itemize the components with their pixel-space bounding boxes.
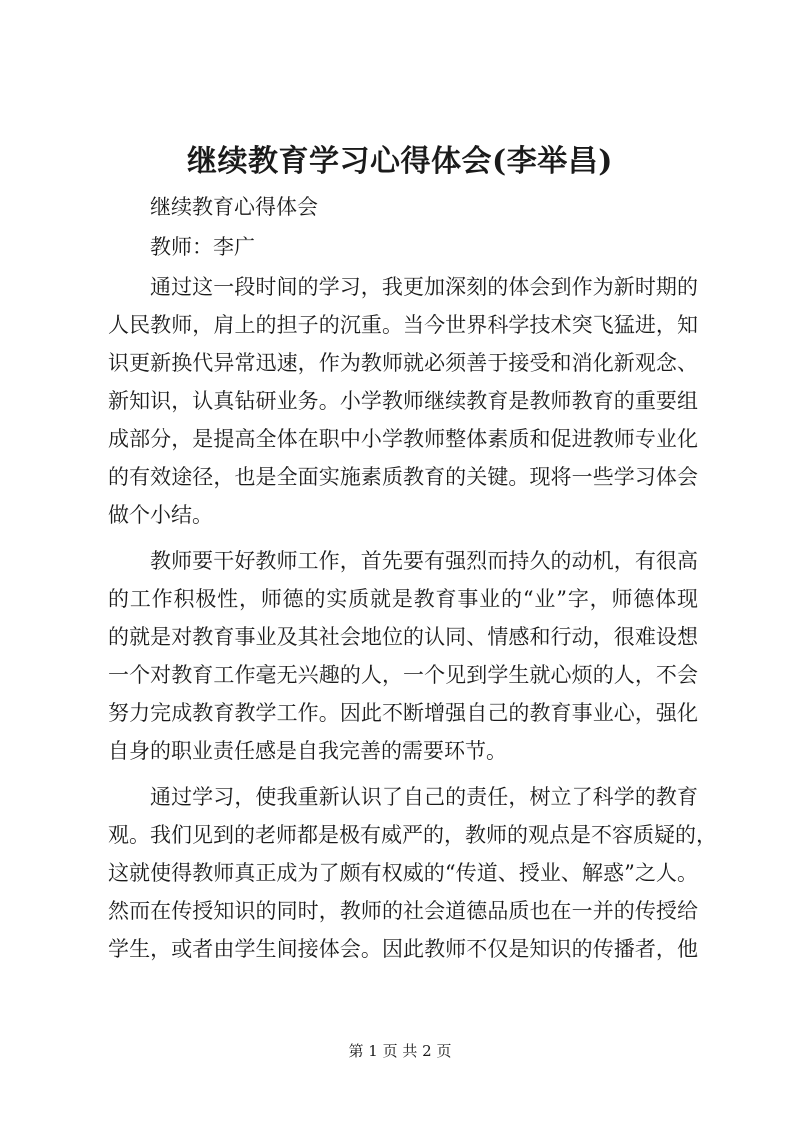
paragraph-line: 这就使得教师真正成为了颇有权威的“传道、授业、解惑”之人。 xyxy=(108,861,698,885)
paragraph-line: 的就是对教育事业及其社会地位的认同、情感和行动，很难设想 xyxy=(108,625,698,649)
page-footer: 第 1 页 共 2 页 xyxy=(348,1042,452,1060)
paragraph-line: 然而在传授知识的同时，教师的社会道德品质也在一并的传授给 xyxy=(108,899,698,923)
paragraph-line: 人民教师，肩上的担子的沉重。当今世界科学技术突飞猛进，知 xyxy=(108,313,698,337)
paragraph-line: 自身的职业责任感是自我完善的需要环节。 xyxy=(108,739,507,763)
document-title: 继续教育学习心得体会(李举昌) xyxy=(187,144,613,179)
paragraph-line: 通过这一段时间的学习，我更加深刻的体会到作为新时期的 xyxy=(150,275,698,299)
paragraph-line: 的工作积极性，师德的实质就是教育事业的“业”字，师德体现 xyxy=(108,587,698,611)
paragraph-line: 观。我们见到的老师都是极有威严的，教师的观点是不容质疑的， xyxy=(108,823,717,847)
paragraph-line: 努力完成教育教学工作。因此不断增强自己的教育事业心，强化 xyxy=(108,701,698,725)
subtitle: 继续教育心得体会 xyxy=(150,195,318,219)
paragraph-line: 新知识，认真钻研业务。小学教师继续教育是教师教育的重要组 xyxy=(108,389,698,413)
paragraph-line: 教师要干好教师工作，首先要有强烈而持久的动机，有很高 xyxy=(150,549,698,573)
paragraph-line: 成部分，是提高全体在职中小学教师整体素质和促进教师专业化 xyxy=(108,427,698,451)
paragraph-line: 一个对教育工作毫无兴趣的人，一个见到学生就心烦的人，不会 xyxy=(108,663,698,687)
paragraph-line: 学生，或者由学生间接体会。因此教师不仅是知识的传播者，他 xyxy=(108,937,698,961)
author-line: 教师：李广 xyxy=(150,235,255,259)
paragraph-line: 识更新换代异常迅速，作为教师就必须善于接受和消化新观念、 xyxy=(108,351,698,375)
paragraph-line: 的有效途径，也是全面实施素质教育的关键。现将一些学习体会 xyxy=(108,465,698,489)
paragraph-line: 通过学习，使我重新认识了自己的责任，树立了科学的教育 xyxy=(150,785,698,809)
paragraph-line: 做个小结。 xyxy=(108,503,213,527)
